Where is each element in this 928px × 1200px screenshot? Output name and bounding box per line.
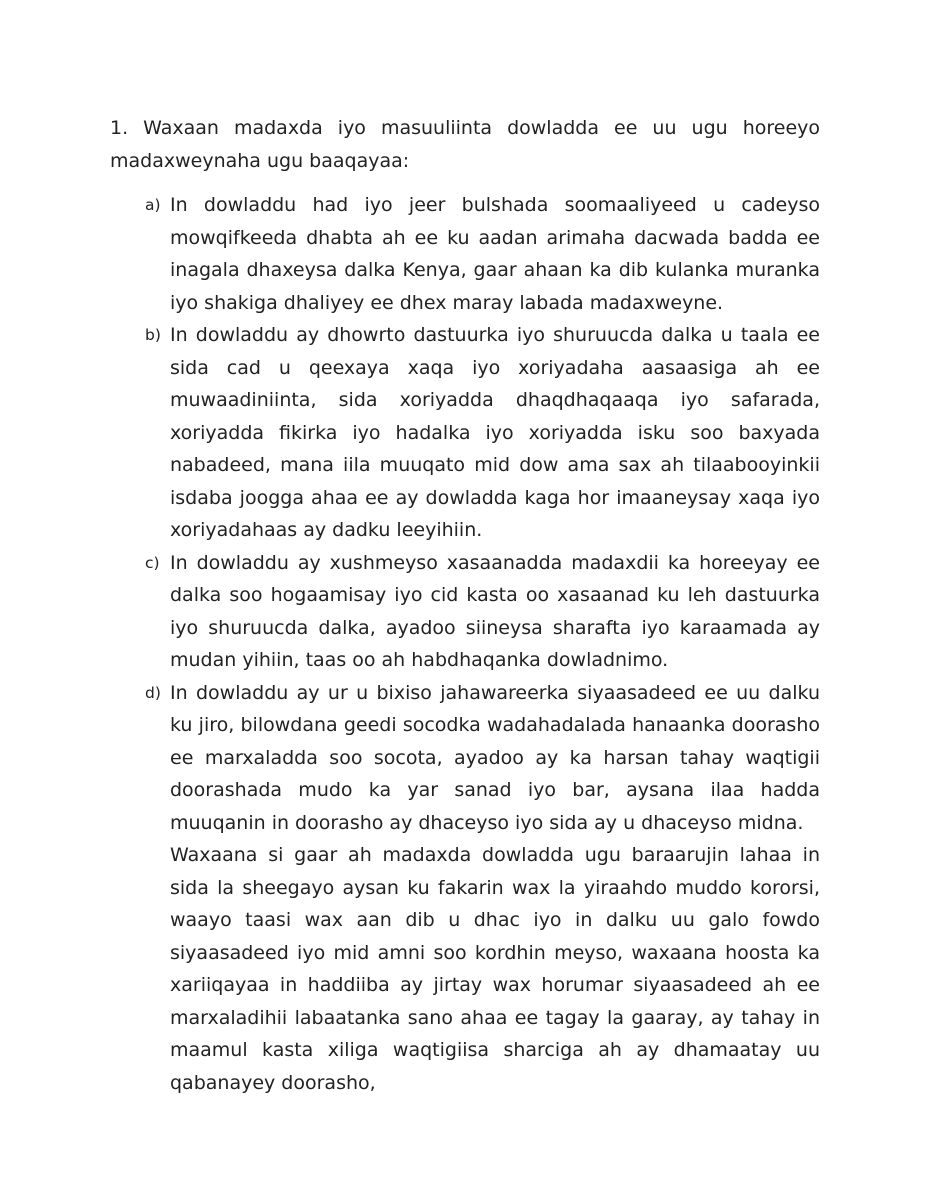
list-item-text: In dowladdu ay xushmeyso xasaanadda madaxdii ka horeeyay ee dalka soo hogaamisay iyo cid kasta oo xasaanad ku leh dastuurka iyo shuruucda dalka, ayadoo siineysa sharafta iyo karaamada ay mudan yihiin, taas oo ah habdhaqanka dowladnimo. [170, 551, 820, 671]
demands-list [110, 189, 820, 1099]
list-item-text: In dowladdu ay dhowrto dastuurka iyo shuruucda dalka u taala ee sida cad u qeexaya xaqa iyo xoriyadaha aasaasiga ah ee muwaadiniinta, sida xoriyadda dhaqdhaqaaqa iyo safarada, xoriyadda fikirka iyo hadalka iyo xoriyadda isku soo baxyada nabadeed, mana iila muuqato mid dow ama sax ah tilaabooyinkii isdaba joogga ahaa ee ay dowladda kaga hor imaaneysay xaqa iyo xoriyadahaas ay dadku leeyihiin. [170, 324, 820, 541]
list-marker: d) [145, 683, 161, 702]
list-item-c [110, 547, 820, 677]
list-marker: a) [145, 196, 161, 214]
list-marker: b) [145, 326, 161, 344]
list-item-d [110, 677, 820, 840]
list-marker: c) [145, 553, 160, 572]
intro-paragraph: 1. Waxaan madaxda iyo masuuliinta dowladda ee uu ugu horeeyo madaxweynaha ugu baaqayaa: [110, 117, 820, 172]
list-item-text: In dowladdu ay ur u bixiso jahawareerka siyaasadeed ee uu dalku ku jiro, bilowdana geedi socodka wadahadalada hanaanka doorasho ee marxaladda soo socota, ayadoo ay ka harsan tahay waqtigii doorashada mudo ka yar sanad iyo bar, aysana ilaa hadda muuqanin in doorasho ay dhaceyso iyo sida ay u dhaceyso midna. [170, 681, 820, 834]
continuation-paragraph: Waxaana si gaar ah madaxda dowladda ugu baraarujin lahaa in sida la sheegayo aysan ku fakarin wax la yiraahdo muddo kororsi, waayo taasi wax aan dib u dhac iyo in dalku uu galo fowdo siyaasadeed iyo mid amni soo kordhin meyso, waxaana hoosta ka xariiqayaa in haddiiba ay jirtay wax horumar siyaasadeed ah ee marxaladihii labaatanka sano ahaa ee tagay la gaaray, ay tahay in maamul kasta xiliga waqtigiisa sharciga ah ay dhamaatay uu qabanayey doorasho, [170, 844, 820, 1094]
list-item-a [110, 189, 820, 319]
list-item-b [110, 319, 820, 547]
list-item-text: In dowladdu had iyo jeer bulshada soomaaliyeed u cadeyso mowqifkeeda dhabta ah ee ku aadan arimaha dacwada badda ee inagala dhaxeysa dalka Kenya, gaar ahaan ka dib kulanka muranka iyo shakiga dhaliyey ee dhex maray labada madaxweyne. [170, 194, 820, 314]
